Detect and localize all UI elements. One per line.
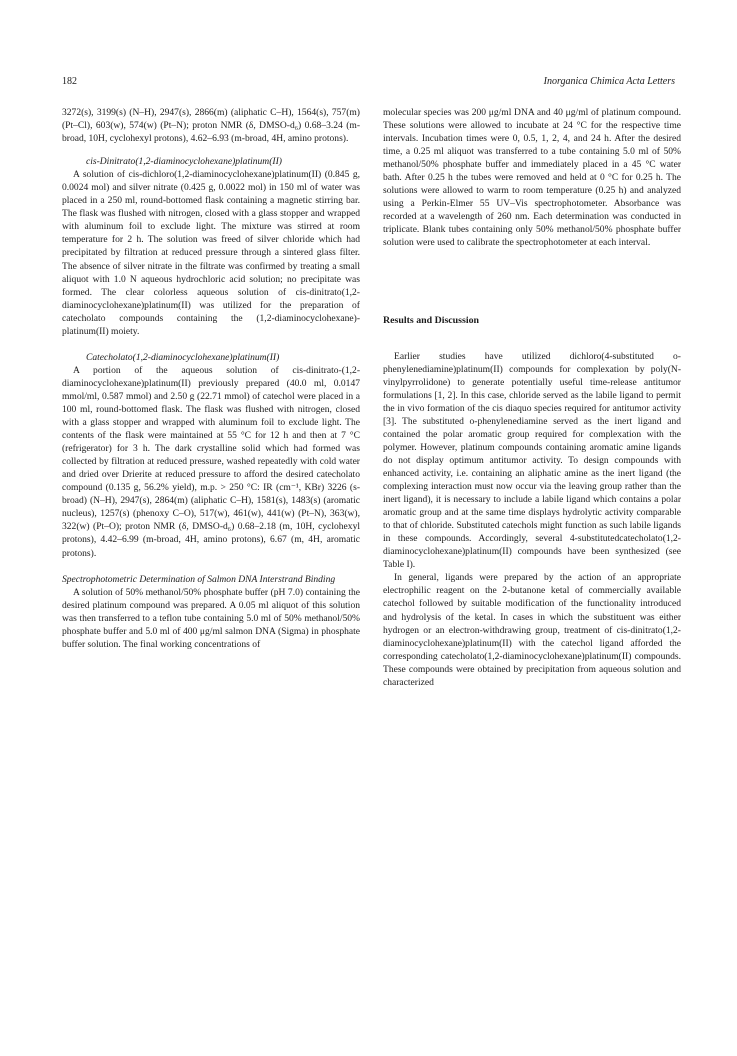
paragraph-spectrophotometric: A solution of 50% methanol/50% phosphate buffer (pH 7.0) containing the desired platinum compound was prepared. A 0.05 ml aliquot of this solution was then transferred to a teflon tube containing 5.0 ml of 50% methanol/50% phosphate buffer and 5.0 ml of 400 μg/ml salmon DNA (Sigma) in phosphate buffer solution. The final working concentrations of	[62, 586, 360, 650]
paragraph-method-continued: molecular species was 200 μg/ml DNA and 40 μg/ml of platinum compound. These solutions were allowed to incubate at 24 °C for the respective time intervals. Incubation times were 0, 0.5, 1, 2, 4, and 24 h. After the desired time, a 0.25 ml aliquot was transferred to a tube containing 5.0 ml of 50% methanol/50% phosphate buffer and immediately placed in a 45 °C water bath. After 0.25 h the tubes were removed and held at 0 °C for 0.25 h. The solutions were allowed to warm to room temperature (0.25 h) and analyzed using a Perkin-Elmer 55 UV–Vis spectrophotometer. Absorbance was recorded at a wavelength of 260 nm. Each determination was conducted in triplicate. Blank tubes containing only 50% methanol/50% phosphate buffer solution were used to calibrate the spectrophotometer at each interval.	[383, 107, 681, 249]
paragraph-dinitrato: A solution of cis-dichloro(1,2-diaminocyclohexane)platinum(II) (0.845 g, 0.0024 mol) and silver nitrate (0.425 g, 0.0022 mol) in 150 ml of water was placed in a 250 ml, round-bottomed flask containing a magnetic stirring bar. The flask was flushed with nitrogen, closed with a glass stopper and wrapped with aluminum foil to exclude light. The mixture was stirred at room temperature for 2 h. The solution was freed of silver chloride which had precipitated by filtration at reduced pressure through a sintered glass filter. The absence of silver nitrate in the filtrate was confirmed by treating a small aliquot with 1.0 N aqueous hydrochloric acid solution; no precipitate was formed. The clear colorless aqueous solution of cis-dinitrato(1,2-diaminocyclohexane)platinum(II) was utilized for the preparation of catecholato compounds containing the (1,2-diaminocyclohexane)-platinum(II) moiety.	[62, 169, 360, 337]
paragraph-results-2: In general, ligands were prepared by the action of an appropriate electrophilic reagent on the 2-butanone ketal of commercially available catechol followed by suitable modification of the functionality introduced and hydrolysis of the ketal. In cases in which the substituent was either hydrogen or an electron-withdrawing group, treatment of cis-dinitrato(1,2-diaminocyclohexane)platinum(II) with the catechol ligand afforded the corresponding catecholato(1,2-diaminocyclohexane)platinum(II) compounds. These compounds were obtained by precipitation from aqueous solution and characterized	[383, 572, 681, 688]
paragraph-catecholato: A portion of the aqueous solution of cis-dinitrato-(1,2-diaminocyclohexane)platinum(II) previously prepared (40.0 ml, 0.0147 mmol/ml, 0.587 mmol) and 2.50 g (22.71 mmol) of catechol were placed in a 100 ml, round-bottomed flask. The flask was flushed with nitrogen, closed with a glass stopper and wrapped with aluminum foil to exclude light. The contents of the flask were maintained at 55 °C for 12 h and then at 7 °C (refrigerator) for 3 h. The dark crystalline solid which had formed was collected by filtration at reduced pressure, washed repeatedly with cold water and dried over Drierite at reduced pressure to afford the desired catecholato compound (0.135 g, 56.2% yield), m.p. > 250 °C: IR (cm⁻¹, KBr) 3226 (s-broad) (N–H), 2947(s), 2864(m) (aliphatic C–H), 1581(s), 1483(s) (aromatic nucleus), 1257(s) (phenoxy C–O), 517(w), 461(w), 441(w) (Pt–N), 363(w), 322(w) (Pt–O); proton NMR (δ, DMSO-d₆) 0.68–2.18 (m, 10H, cyclohexyl protons), 4.42–6.99 (m-broad, 4H, amino protons), 6.67 (m, 4H, aromatic protons).	[62, 364, 360, 559]
paragraph-spectral-data: 3272(s), 3199(s) (N–H), 2947(s), 2866(m) (aliphatic C–H), 1564(s), 757(m) (Pt–Cl), 603(w), 574(w) (Pt–N); proton NMR (δ, DMSO-d₆) 0.68–3.24 (m-broad, 10H, cyclohexyl protons), 4.62–6.93 (m-broad, 4H, amino protons).	[62, 107, 360, 145]
journal-title: Inorganica Chimica Acta Letters	[543, 76, 675, 87]
heading-dinitrato: cis-Dinitrato(1,2-diaminocyclohexane)platinum(II)	[86, 156, 282, 168]
heading-results-discussion: Results and Discussion	[383, 314, 480, 326]
page-header	[62, 76, 675, 90]
paragraph-results-1: Earlier studies have utilized dichloro(4-substituted o-phenylenediamine)platinum(II) compounds for complexation by poly(N-vinylpyrrolidone) to generate potentially useful time-release antitumor formulations [1, 2]. In this case, chloride served as the labile ligand to permit the in vivo formation of the cis diaquo species required for antitumor activity [3]. The substituted o-phenylenediamine served as the inert ligand and contained the polar aromatic group required for complexation with the polymer. However, platinum compounds containing aromatic amine ligands do not display optimum antitumor activity. To design compounds with enhanced activity, i.e. containing an aliphatic amine as the inert ligand (the complexing interaction must now occur via the leaving group rather than the inert ligand), it is necessary to include a labile ligand which contains a polar aromatic group and at the same time displays hydrolytic activity comparable to that of chloride. Substituted catechols might function as such labile ligands in these compounds. Accordingly, several 4-substitutedcatecholato(1,2-diaminocyclohexane)platinum(II) compounds have been synthesized (see Table I).	[383, 350, 681, 571]
page-number: 182	[62, 76, 77, 87]
left-column	[62, 106, 360, 651]
heading-catecholato: Catecholato(1,2-diaminocyclohexane)platinum(II)	[86, 351, 280, 363]
right-column	[383, 106, 681, 689]
heading-spectrophotometric: Spectrophotometric Determination of Salmon DNA Interstrand Binding	[62, 573, 336, 585]
